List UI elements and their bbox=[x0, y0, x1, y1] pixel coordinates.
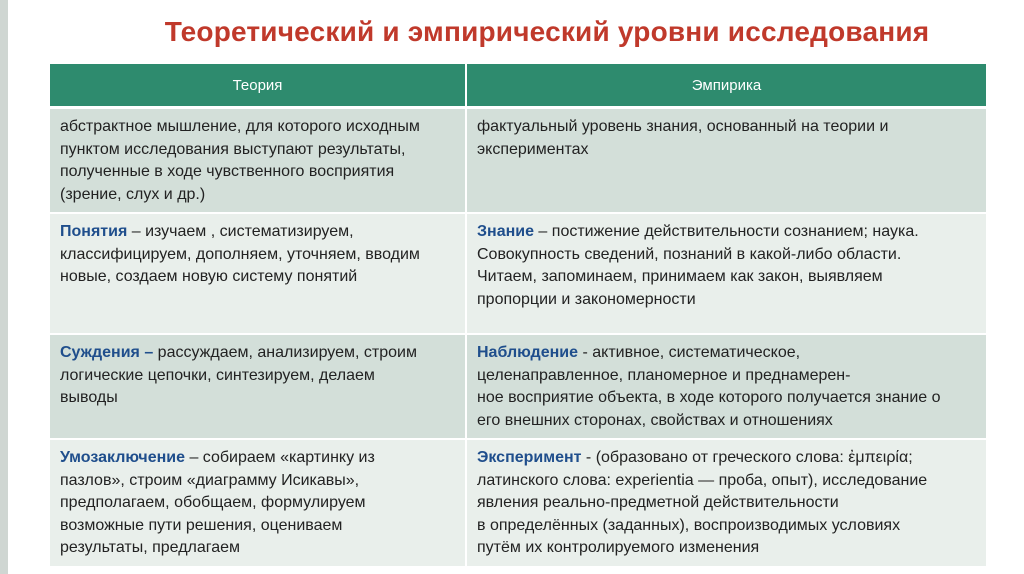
cell-line: абстрактное мышление, для которого исходным bbox=[60, 118, 420, 135]
cell-line: предполагаем, обобщаем, формулируем bbox=[60, 494, 366, 511]
cell-line: классифицируем, дополняем, уточняем, вводим bbox=[60, 245, 420, 263]
cell-line: новые, создаем новую систему понятий bbox=[60, 268, 358, 285]
cell-text: – собираем «картинку из bbox=[185, 449, 375, 466]
table-row bbox=[50, 213, 986, 334]
left-edge-strip bbox=[0, 0, 8, 574]
term-observation: Наблюдение bbox=[477, 344, 579, 361]
comparison-table bbox=[50, 64, 986, 568]
cell-line: пунктом исследования выступают результаты, bbox=[60, 140, 406, 158]
cell-text: – постижение действительности сознанием; наука. bbox=[533, 223, 919, 240]
header-empiric: Эмпирика bbox=[466, 64, 986, 108]
cell-text: - активное, систематическое, bbox=[578, 344, 801, 361]
cell-line: фактуальный уровень знания, основанный на теории и bbox=[477, 118, 889, 135]
cell-line: путём их контролируемого изменения bbox=[477, 539, 760, 556]
cell-line: результаты, предлагаем bbox=[60, 539, 241, 556]
theory-cell-concepts bbox=[50, 213, 466, 334]
term-knowledge: Знание bbox=[477, 223, 534, 240]
cell-line bbox=[60, 221, 455, 244]
cell-line bbox=[60, 447, 455, 470]
cell-line bbox=[477, 447, 976, 470]
term-inference: Умозаключение bbox=[60, 449, 185, 466]
table-header-row bbox=[50, 64, 986, 108]
empiric-cell-experiment bbox=[466, 439, 986, 567]
cell-line: полученные в ходе чувственного восприятия bbox=[60, 163, 395, 180]
cell-line: экспериментах bbox=[477, 140, 589, 158]
cell-line bbox=[60, 342, 455, 365]
cell-line: Читаем, запоминаем, принимаем как закон, выявляем bbox=[477, 268, 883, 285]
term-concepts: Понятия bbox=[60, 223, 128, 240]
cell-line: целенаправленное, планомерное и преднамерен- bbox=[477, 366, 851, 384]
theory-cell-inference bbox=[50, 439, 466, 567]
cell-line: латинского слова: experientia — проба, опыт), исследование bbox=[477, 471, 928, 489]
term-judgments: Суждения – bbox=[60, 344, 154, 361]
term-experiment: Эксперимент bbox=[477, 449, 582, 466]
empiric-cell-knowledge bbox=[466, 213, 986, 334]
empiric-cell-observation bbox=[466, 334, 986, 439]
cell-line: ное восприятие объекта, в ходе которого получается знание о bbox=[477, 389, 941, 406]
cell-line bbox=[477, 342, 976, 365]
cell-line: Совокупность сведений, познаний в какой-либо области. bbox=[477, 245, 902, 263]
cell-text: - (образовано от греческого слова: ἐμπειρία; bbox=[581, 449, 913, 466]
cell-line: пазлов», строим «диаграмму Исикавы», bbox=[60, 471, 360, 489]
cell-text: – изучаем , систематизируем, bbox=[127, 223, 354, 240]
theory-cell-judgments bbox=[50, 334, 466, 439]
cell-line: явления реально-предметной действительности bbox=[477, 494, 839, 511]
page-title: Теоретический и эмпирический уровни исследования bbox=[164, 16, 930, 47]
theory-cell-abstract bbox=[50, 108, 466, 214]
cell-line bbox=[477, 221, 976, 244]
cell-line: возможные пути решения, оцениваем bbox=[60, 516, 343, 534]
cell-line: логические цепочки, синтезируем, делаем bbox=[60, 366, 375, 384]
table-row bbox=[50, 108, 986, 214]
table-row bbox=[50, 439, 986, 567]
header-theory: Теория bbox=[50, 64, 466, 108]
cell-line: пропорции и закономерности bbox=[477, 290, 696, 308]
cell-line: его внешних сторонах, свойствах и отношениях bbox=[477, 411, 833, 429]
table-row bbox=[50, 334, 986, 439]
cell-line: выводы bbox=[60, 389, 118, 406]
cell-text: рассуждаем, анализируем, строим bbox=[153, 344, 417, 361]
cell-line: (зрение, слух и др.) bbox=[60, 185, 206, 203]
cell-line: в определённых (заданных), воспроизводимых условиях bbox=[477, 516, 901, 534]
empiric-cell-factual bbox=[466, 108, 986, 214]
